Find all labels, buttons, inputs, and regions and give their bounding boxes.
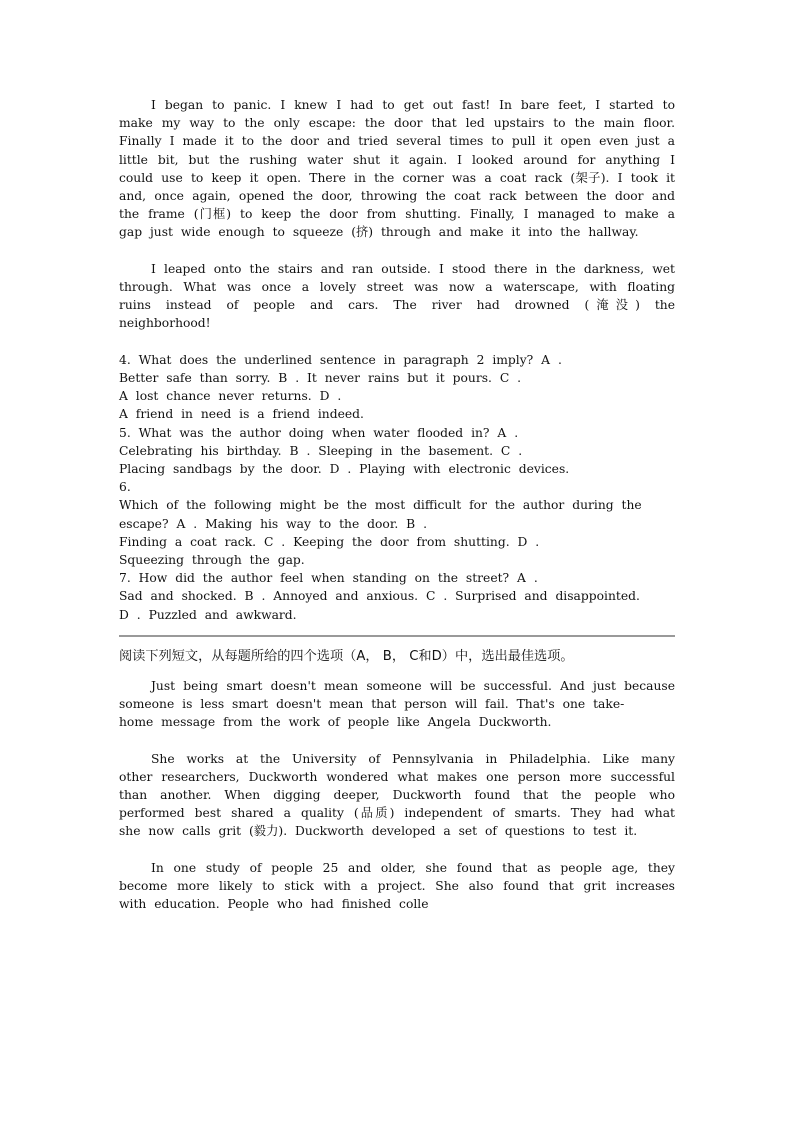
spacer — [119, 841, 675, 859]
section-instruction: 阅读下列短文，从每题所给的四个选项（A， B， C和D）中，选出最佳选项。 — [119, 648, 574, 664]
passage2-paragraph-1a: Just being smart doesn't mean someone will be successful. And just because someone is less smart doesn't mean that person will fail. That's one take- — [119, 678, 675, 712]
spacer — [119, 667, 675, 677]
question-line: Better safe than sorry. B . It never rains but it pours. C . — [119, 371, 522, 386]
question-line: Placing sandbags by the door. D . Playing with electronic devices. — [119, 462, 570, 477]
passage1-paragraph-1: I began to panic. I knew I had to get out fast! In bare feet, I started to make my way to the only escape: the door that led upstairs to the main floor. Finally I made it to the door and tried several times to pull it open even just a little bit, but the rushing water shut it again. I looked around for anything I could use to keep it open. There in the corner was a coat rack (架子). I took it and, once again, opened the door, throwing the coat rack between the door and the frame (门框) to keep the door from shutting. Finally, I managed to make a gap just wide enough to squeeze (挤) through and make it into the hallway. — [119, 98, 675, 240]
question-line: Sad and shocked. B . Annoyed and anxious. C . Surprised and disappointed. — [119, 589, 640, 604]
question-line: A lost chance never returns. D . — [119, 389, 342, 404]
spacer — [119, 333, 675, 351]
question-line: Celebrating his birthday. B . Sleeping in the basement. C . — [119, 443, 523, 458]
passage1-paragraph-2: I leaped onto the stairs and ran outside. I stood there in the darkness, wet through. What was once a lovely street was now a waterscape, with floating ruins instead of people and cars. The river had drowned (淹没) the neighborhood! — [119, 261, 675, 331]
section-divider — [119, 635, 675, 637]
question-line: 4. What does the underlined sentence in paragraph 2 imply? A . — [119, 352, 562, 367]
question-list — [119, 351, 675, 624]
question-line: D . Puzzled and awkward. — [119, 607, 297, 622]
question-line: A friend in need is a friend indeed. — [119, 407, 364, 422]
passage2-paragraph-1b: home message from the work of people like Angela Duckworth. — [119, 715, 552, 730]
question-line: Squeezing through the gap. — [119, 553, 305, 568]
question-line: Which of the following might be the most difficult for the author during the escape? A . Making his way to the door. B . — [119, 498, 642, 531]
question-line: 5. What was the author doing when water flooded in? A . — [119, 425, 519, 440]
question-line: 6. — [119, 480, 131, 495]
spacer — [119, 242, 675, 260]
passage2-paragraph-3: In one study of people 25 and older, she found that as people age, they become more likely to stick with a project. She also found that grit increases with education. People who had finished colle — [119, 860, 675, 912]
passage2-paragraph-2: She works at the University of Pennsylvania in Philadelphia. Like many other researchers, Duckworth wondered what makes one person more successful than another. When digging deeper, Duckworth found that the people who performed best shared a quality (品质) independent of smarts. They had what she now calls grit (毅力). Duckworth developed a set of questions to test it. — [119, 751, 675, 839]
question-line: 7. How did the author feel when standing on the street? A . — [119, 571, 538, 586]
document-page — [119, 96, 675, 913]
question-line: Finding a coat rack. C . Keeping the door from shutting. D . — [119, 534, 540, 549]
spacer — [119, 731, 675, 749]
